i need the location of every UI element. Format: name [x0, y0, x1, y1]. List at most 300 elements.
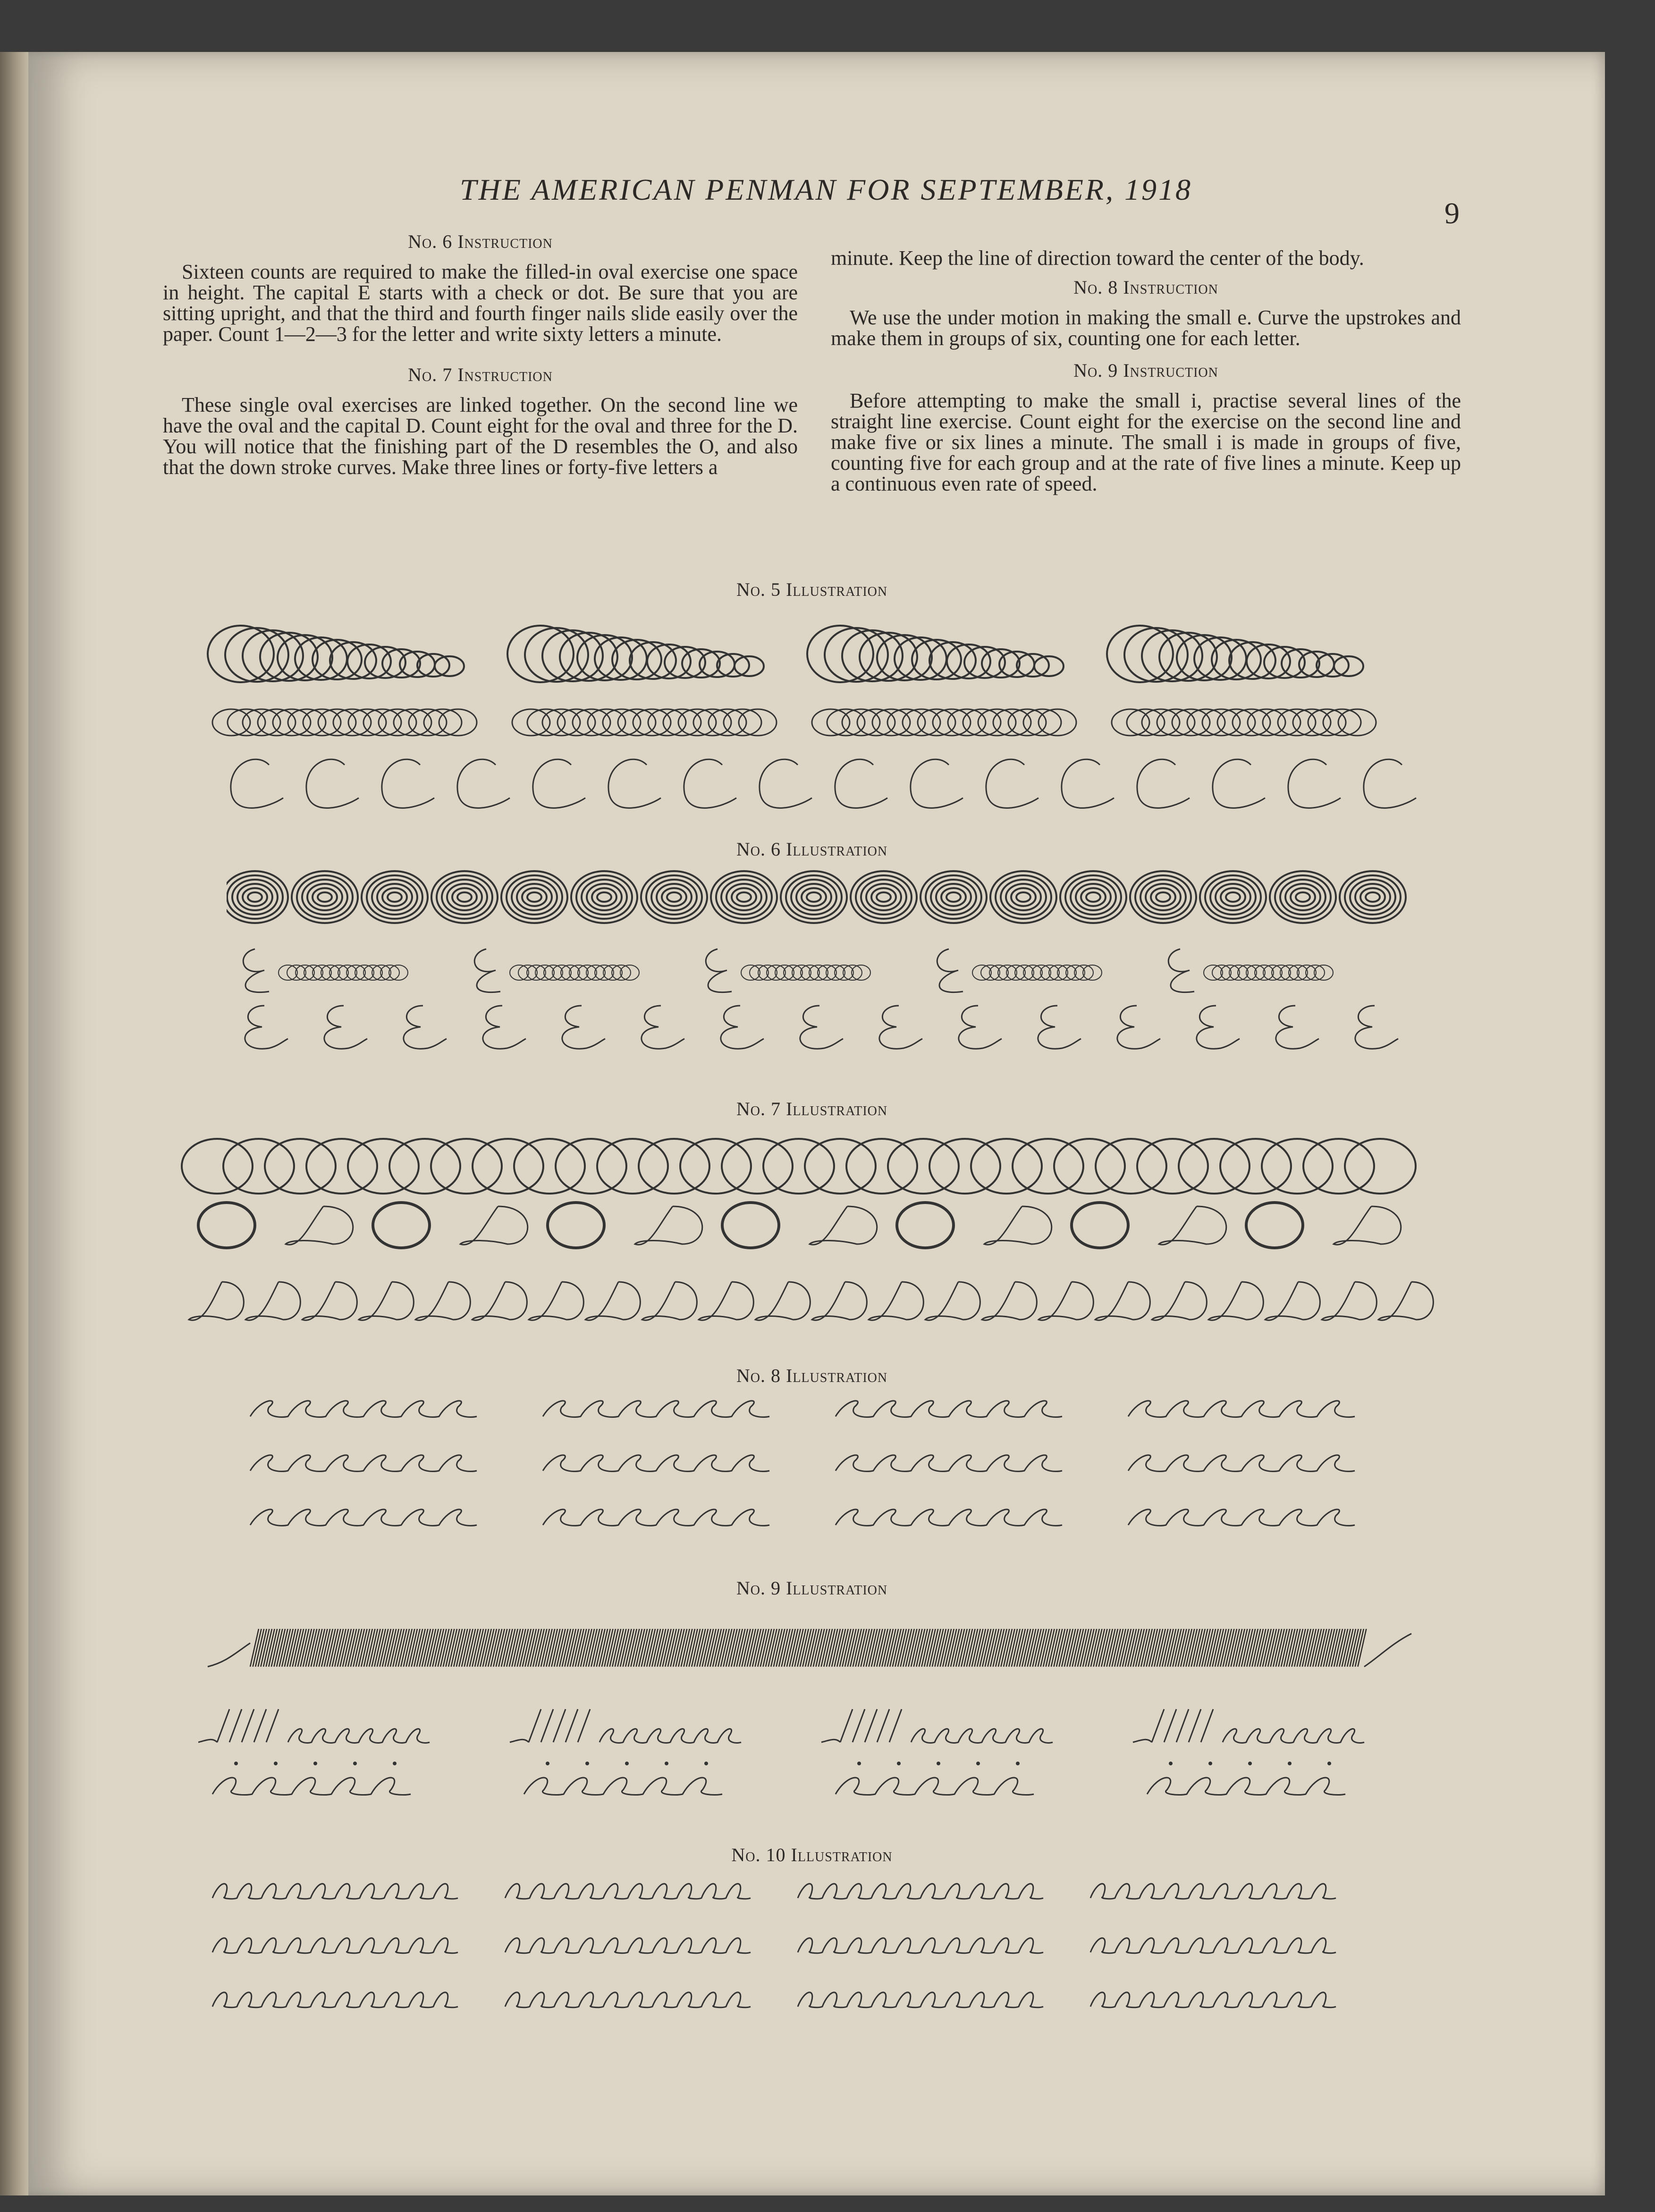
large-oval-stroke	[1107, 626, 1173, 682]
filled-oval-stroke	[1221, 888, 1245, 906]
small-e-group	[543, 1455, 769, 1472]
capital-d-letter	[1322, 1282, 1376, 1320]
linked-oval	[750, 965, 768, 980]
instruction-6-title: No. 6 Instruction	[408, 231, 553, 252]
small-oval-stroke	[1142, 709, 1180, 736]
capital-e-letter	[721, 1006, 764, 1049]
filled-oval-stroke	[576, 875, 632, 919]
filled-oval-stroke	[662, 888, 686, 906]
linked-oval	[561, 965, 580, 980]
capital-e-letter	[1117, 1006, 1160, 1049]
linked-oval	[1306, 965, 1325, 980]
linked-oval	[510, 965, 529, 980]
instruction-7-text: These single oval exercises are linked together. On the second line we have the oval and the capital D. Count eight for the oval and three for the D. You will notice that the finishing part of the D resembles the O, and also that the down stroke curves. Make three lines or forty-five letters a	[163, 393, 798, 479]
linked-oval	[389, 965, 408, 980]
i-dot	[976, 1762, 980, 1765]
linked-oval	[805, 1139, 876, 1194]
linked-oval	[552, 965, 571, 980]
linked-oval	[1255, 965, 1274, 980]
small-u-group	[798, 1884, 1043, 1899]
small-oval-stroke	[288, 709, 326, 736]
filled-oval-stroke	[1016, 892, 1030, 902]
small-u-group	[505, 1992, 751, 2008]
filled-oval-stroke	[388, 892, 402, 902]
filled-oval-stroke	[318, 892, 332, 902]
small-i-strokes	[1223, 1729, 1364, 1743]
filled-oval-stroke	[243, 888, 267, 906]
instruction-7-title: No. 7 Instruction	[408, 364, 553, 385]
i-dot	[1208, 1762, 1212, 1765]
small-oval-stroke	[648, 709, 686, 736]
filled-oval-stroke	[941, 888, 966, 906]
linked-oval	[680, 1139, 751, 1194]
filled-oval-stroke	[1205, 875, 1261, 919]
straight-line-strokes	[1133, 1709, 1213, 1742]
filled-oval-stroke	[1296, 892, 1310, 902]
capital-e-letter	[1197, 1006, 1240, 1049]
linked-oval	[329, 965, 348, 980]
capital-e-letter	[483, 1006, 526, 1049]
linked-oval	[431, 1139, 502, 1194]
linked-oval	[1049, 965, 1068, 980]
small-e-group	[1128, 1455, 1355, 1472]
small-oval-stroke	[527, 709, 565, 736]
linked-oval	[1229, 965, 1248, 980]
capital-d-letter	[982, 1282, 1037, 1320]
i-dot	[1327, 1762, 1331, 1765]
small-oval-stroke	[1233, 709, 1270, 736]
filled-oval-stroke	[1081, 888, 1106, 906]
capital-d-letter	[286, 1206, 353, 1245]
linked-oval	[363, 965, 382, 980]
capital-d-letter	[635, 1206, 702, 1245]
capital-c-letter	[231, 759, 283, 808]
capital-c-letter	[911, 759, 963, 808]
filled-oval-stroke	[232, 880, 278, 915]
instruction-6-text: Sixteen counts are required to make the filled-in oval exercise one space in height. The capital E starts with a check or dot. Be sure that you are sitting upright, and that the third and fourth finger nails slide easily over the paper. Count 1—2—3 for the letter and write sixty letters a minute.	[163, 260, 798, 346]
linked-oval	[380, 965, 399, 980]
linked-oval	[355, 965, 374, 980]
small-e-group	[836, 1401, 1062, 1417]
linked-oval	[1096, 1139, 1166, 1194]
small-e-group	[836, 1455, 1062, 1472]
linked-oval	[1137, 1139, 1208, 1194]
capital-d-letter	[869, 1282, 923, 1320]
i-dot	[274, 1762, 278, 1765]
linked-oval	[1289, 965, 1308, 980]
filled-oval-stroke	[1360, 888, 1385, 906]
linked-oval	[1297, 965, 1316, 980]
linked-oval	[1054, 1139, 1125, 1194]
filled-oval-stroke	[667, 892, 681, 902]
filled-oval-stroke	[931, 880, 976, 915]
filled-oval-stroke	[996, 875, 1051, 919]
capital-e-letter	[959, 1006, 1002, 1049]
capital-e-letter	[243, 949, 269, 992]
illustration-10-title: No. 10 Illustration	[731, 1844, 893, 1865]
small-oval-stroke	[663, 709, 701, 736]
small-oval-stroke	[1039, 709, 1076, 736]
i-dot	[857, 1762, 861, 1765]
small-oval-stroke	[273, 709, 311, 736]
large-oval-stroke	[825, 628, 888, 682]
straight-line-exercise	[250, 1629, 1366, 1667]
large-oval-stroke	[525, 628, 588, 682]
small-i-strokes	[600, 1729, 741, 1743]
small-oval-stroke	[333, 709, 371, 736]
capital-e-letter	[1355, 1006, 1398, 1049]
capital-c-letter	[533, 759, 585, 808]
small-e-group	[1128, 1401, 1355, 1417]
small-oval-stroke	[857, 709, 895, 736]
filled-oval-stroke	[786, 875, 842, 919]
capital-e-letter	[706, 949, 732, 992]
small-oval-stroke	[258, 709, 296, 736]
linked-oval	[1280, 965, 1299, 980]
linked-oval	[603, 965, 622, 980]
capital-c-letter	[1364, 759, 1416, 808]
capital-d-letter	[925, 1282, 980, 1320]
capital-e-letter	[800, 1006, 843, 1049]
small-e-group	[250, 1401, 477, 1417]
linked-oval	[1023, 965, 1042, 980]
small-oval-stroke	[573, 709, 610, 736]
illustration-6-title: No. 6 Illustration	[736, 839, 888, 860]
filled-oval-stroke	[1135, 875, 1191, 919]
capital-d-letter	[812, 1282, 867, 1320]
small-oval-stroke	[724, 709, 761, 736]
small-oval-stroke	[1127, 709, 1165, 736]
linked-oval	[1272, 965, 1291, 980]
large-oval-stroke	[208, 626, 274, 682]
i-dot	[1016, 1762, 1020, 1765]
linked-oval	[1057, 965, 1076, 980]
single-oval	[897, 1203, 954, 1248]
small-oval-stroke	[512, 709, 550, 736]
linked-oval	[304, 965, 323, 980]
linked-oval	[1040, 965, 1059, 980]
small-oval-stroke	[1202, 709, 1240, 736]
linked-oval	[1246, 965, 1265, 980]
capital-c-letter	[760, 759, 812, 808]
instruction-9-title: No. 9 Instruction	[1073, 360, 1218, 381]
linked-oval	[514, 1139, 585, 1194]
linked-oval	[763, 1139, 834, 1194]
linked-oval	[586, 965, 605, 980]
capital-c-letter	[306, 759, 359, 808]
filled-oval-stroke	[512, 880, 557, 915]
linked-oval	[758, 965, 777, 980]
small-oval-stroke	[439, 709, 477, 736]
illustration-10-small-u-exercises	[208, 1870, 1416, 2030]
filled-oval-stroke	[721, 880, 767, 915]
linked-oval	[981, 965, 1000, 980]
capital-d-letter	[1265, 1282, 1320, 1320]
small-oval-stroke	[1248, 709, 1285, 736]
small-u-group	[1090, 1992, 1336, 2008]
illustration-6-capital-e-exercises	[227, 864, 1435, 1062]
filled-oval-stroke	[1065, 875, 1121, 919]
filled-oval-stroke	[1086, 892, 1100, 902]
small-oval-stroke	[827, 709, 865, 736]
filled-oval-stroke	[248, 892, 262, 902]
small-i-group	[836, 1778, 1034, 1795]
small-oval-stroke	[348, 709, 386, 736]
illustration-9-title: No. 9 Illustration	[736, 1577, 888, 1599]
instruction-7-continued: minute. Keep the line of direction toward the center of the body.	[831, 246, 1364, 270]
linked-oval	[569, 965, 588, 980]
small-oval-stroke	[409, 709, 447, 736]
linked-oval	[639, 1139, 709, 1194]
capital-c-letter	[1137, 759, 1190, 808]
small-oval-stroke	[1263, 709, 1300, 736]
capital-c-letter	[382, 759, 434, 808]
linked-oval	[1083, 965, 1102, 980]
filled-oval-stroke	[1291, 888, 1315, 906]
i-dot	[1169, 1762, 1173, 1765]
linked-oval	[801, 965, 819, 980]
small-oval-stroke	[379, 709, 416, 736]
linked-oval	[1345, 1139, 1416, 1194]
i-dot	[937, 1762, 940, 1765]
filled-oval-stroke	[1071, 880, 1116, 915]
illustration-5-title: No. 5 Illustration	[736, 579, 888, 600]
straight-line-strokes	[821, 1709, 902, 1742]
filled-oval-stroke	[597, 892, 611, 902]
small-oval-stroke	[887, 709, 925, 736]
small-oval-stroke	[303, 709, 341, 736]
capital-d-letter	[472, 1282, 527, 1320]
small-i-group	[1147, 1778, 1345, 1795]
filled-oval-stroke	[791, 880, 836, 915]
i-dot	[353, 1762, 357, 1765]
linked-oval	[1074, 965, 1093, 980]
small-e-group	[1128, 1509, 1355, 1526]
filled-oval-stroke	[302, 880, 347, 915]
linked-oval	[348, 1139, 419, 1194]
capital-d-letter	[1334, 1206, 1401, 1245]
small-oval-stroke	[948, 709, 986, 736]
filled-oval-stroke	[807, 892, 821, 902]
linked-oval	[338, 965, 357, 980]
capital-e-letter	[1276, 1006, 1319, 1049]
linked-oval	[784, 965, 802, 980]
linked-oval	[312, 965, 331, 980]
filled-oval-stroke	[442, 880, 487, 915]
filled-oval-stroke	[861, 880, 906, 915]
capital-c-letter	[608, 759, 661, 808]
small-u-group	[212, 1992, 458, 2008]
capital-d-letter	[585, 1282, 640, 1320]
linked-oval	[1263, 965, 1282, 980]
small-oval-stroke	[993, 709, 1031, 736]
filled-oval-stroke	[437, 875, 492, 919]
capital-d-letter	[245, 1282, 300, 1320]
linked-oval	[597, 1139, 668, 1194]
small-u-group	[798, 1992, 1043, 2008]
linked-oval	[346, 965, 365, 980]
small-oval-stroke	[1323, 709, 1361, 736]
small-oval-stroke	[1172, 709, 1210, 736]
capital-c-letter	[986, 759, 1039, 808]
small-oval-stroke	[918, 709, 955, 736]
small-oval-stroke	[1293, 709, 1331, 736]
linked-oval	[518, 965, 537, 980]
small-oval-stroke	[678, 709, 716, 736]
large-oval-stroke	[507, 626, 574, 682]
capital-e-letter	[474, 949, 500, 992]
linked-oval	[1220, 1139, 1291, 1194]
capital-d-letter	[359, 1282, 414, 1320]
small-oval-stroke	[557, 709, 595, 736]
small-oval-stroke	[318, 709, 356, 736]
left-column	[163, 231, 798, 478]
filled-oval-stroke	[1366, 892, 1380, 902]
small-i-group	[524, 1778, 722, 1795]
linked-oval	[1238, 965, 1257, 980]
capital-d-letter	[529, 1282, 583, 1320]
linked-oval	[223, 1139, 294, 1194]
linked-oval	[722, 1139, 793, 1194]
filled-oval-stroke	[732, 888, 756, 906]
linked-oval	[1204, 965, 1223, 980]
small-oval-stroke	[243, 709, 280, 736]
capital-d-letter	[1208, 1282, 1263, 1320]
single-oval	[1246, 1203, 1303, 1248]
linked-oval	[556, 1139, 626, 1194]
linked-oval	[809, 965, 828, 980]
capital-d-letter	[189, 1282, 244, 1320]
linked-oval	[818, 965, 836, 980]
capital-d-letter	[1378, 1282, 1433, 1320]
illustration-8-title: No. 8 Illustration	[736, 1365, 888, 1386]
capital-e-letter	[324, 1006, 367, 1049]
capital-e-letter	[245, 1006, 288, 1049]
linked-oval	[544, 965, 563, 980]
linked-oval	[612, 965, 631, 980]
small-e-group	[543, 1401, 769, 1417]
instruction-8-text: We use the under motion in making the small e. Curve the upstrokes and make them in groups of six, counting one for each letter.	[831, 306, 1461, 350]
linked-oval	[1015, 965, 1034, 980]
capital-e-letter	[562, 1006, 605, 1049]
capital-d-letter	[642, 1282, 697, 1320]
i-dot	[625, 1762, 629, 1765]
linked-oval	[1032, 965, 1051, 980]
illustration-8-small-e-exercises	[245, 1388, 1407, 1549]
linked-oval	[1303, 1139, 1374, 1194]
instruction-9-text: Before attempting to make the small i, practise several lines of the straight line exercise. Count eight for the exercise on the second line and make five or six lines a minute. The small i is made in groups of five, counting five for each group and at the rate of five lines a minute. Keep up a continuous even rate of speed.	[831, 389, 1461, 495]
filled-oval-stroke	[227, 875, 283, 919]
linked-oval	[971, 1139, 1042, 1194]
filled-oval-stroke	[716, 875, 772, 919]
linked-oval	[792, 965, 811, 980]
capital-d-letter	[1039, 1282, 1093, 1320]
small-oval-stroke	[588, 709, 625, 736]
filled-oval-stroke	[1345, 875, 1401, 919]
linked-oval	[321, 965, 340, 980]
large-oval-stroke	[225, 628, 288, 682]
straight-line-strokes	[198, 1709, 279, 1742]
filled-oval-stroke	[372, 880, 417, 915]
small-i-strokes	[288, 1729, 430, 1743]
linked-oval	[1179, 1139, 1250, 1194]
capital-e-letter	[1168, 949, 1194, 992]
linked-oval	[620, 965, 639, 980]
filled-oval-stroke	[457, 892, 472, 902]
linked-oval	[296, 965, 314, 980]
capital-d-letter	[1159, 1206, 1226, 1245]
small-oval-stroke	[903, 709, 940, 736]
filled-oval-stroke	[802, 888, 826, 906]
small-oval-stroke	[1023, 709, 1061, 736]
small-oval-stroke	[363, 709, 401, 736]
linked-oval	[473, 1139, 543, 1194]
linked-oval	[265, 1139, 336, 1194]
small-oval-stroke	[1112, 709, 1149, 736]
linked-oval	[527, 965, 546, 980]
capital-e-letter	[1038, 1006, 1081, 1049]
linked-oval	[1066, 965, 1085, 980]
page-number: 9	[1444, 196, 1460, 230]
small-u-group	[1090, 1884, 1336, 1899]
i-dot	[1288, 1762, 1292, 1765]
small-e-group	[543, 1509, 769, 1526]
large-oval-stroke	[1124, 628, 1188, 682]
filled-oval-stroke	[1156, 892, 1170, 902]
small-oval-stroke	[394, 709, 431, 736]
linked-oval	[287, 965, 306, 980]
linked-oval	[279, 965, 297, 980]
linked-oval	[1262, 1139, 1333, 1194]
linked-oval	[1006, 965, 1025, 980]
small-oval-stroke	[228, 709, 265, 736]
linked-oval	[852, 965, 870, 980]
capital-d-letter	[1152, 1282, 1207, 1320]
linked-oval	[1013, 1139, 1083, 1194]
single-oval	[198, 1203, 255, 1248]
filled-oval-stroke	[1210, 880, 1256, 915]
small-oval-stroke	[933, 709, 971, 736]
i-dot	[234, 1762, 238, 1765]
illustration-7-title: No. 7 Illustration	[736, 1098, 888, 1119]
capital-c-letter	[835, 759, 887, 808]
single-oval	[548, 1203, 604, 1248]
small-oval-stroke	[212, 709, 250, 736]
capital-e-letter	[937, 949, 963, 992]
filled-oval-stroke	[1151, 888, 1175, 906]
small-oval-stroke	[978, 709, 1016, 736]
filled-oval-stroke	[871, 888, 896, 906]
linked-oval	[998, 965, 1017, 980]
small-oval-stroke	[542, 709, 580, 736]
small-oval-stroke	[1217, 709, 1255, 736]
small-oval-stroke	[872, 709, 910, 736]
small-u-group	[505, 1884, 751, 1899]
capital-c-letter	[684, 759, 736, 808]
linked-oval	[843, 965, 862, 980]
filled-oval-stroke	[382, 888, 407, 906]
linked-oval	[595, 965, 614, 980]
small-i-group	[212, 1778, 411, 1795]
single-oval	[1072, 1203, 1128, 1248]
filled-oval-stroke	[646, 875, 702, 919]
small-i-strokes	[911, 1729, 1053, 1743]
linked-oval	[989, 965, 1008, 980]
filled-oval-stroke	[946, 892, 961, 902]
filled-oval-stroke	[1140, 880, 1186, 915]
small-oval-stroke	[812, 709, 850, 736]
small-e-group	[836, 1509, 1062, 1526]
